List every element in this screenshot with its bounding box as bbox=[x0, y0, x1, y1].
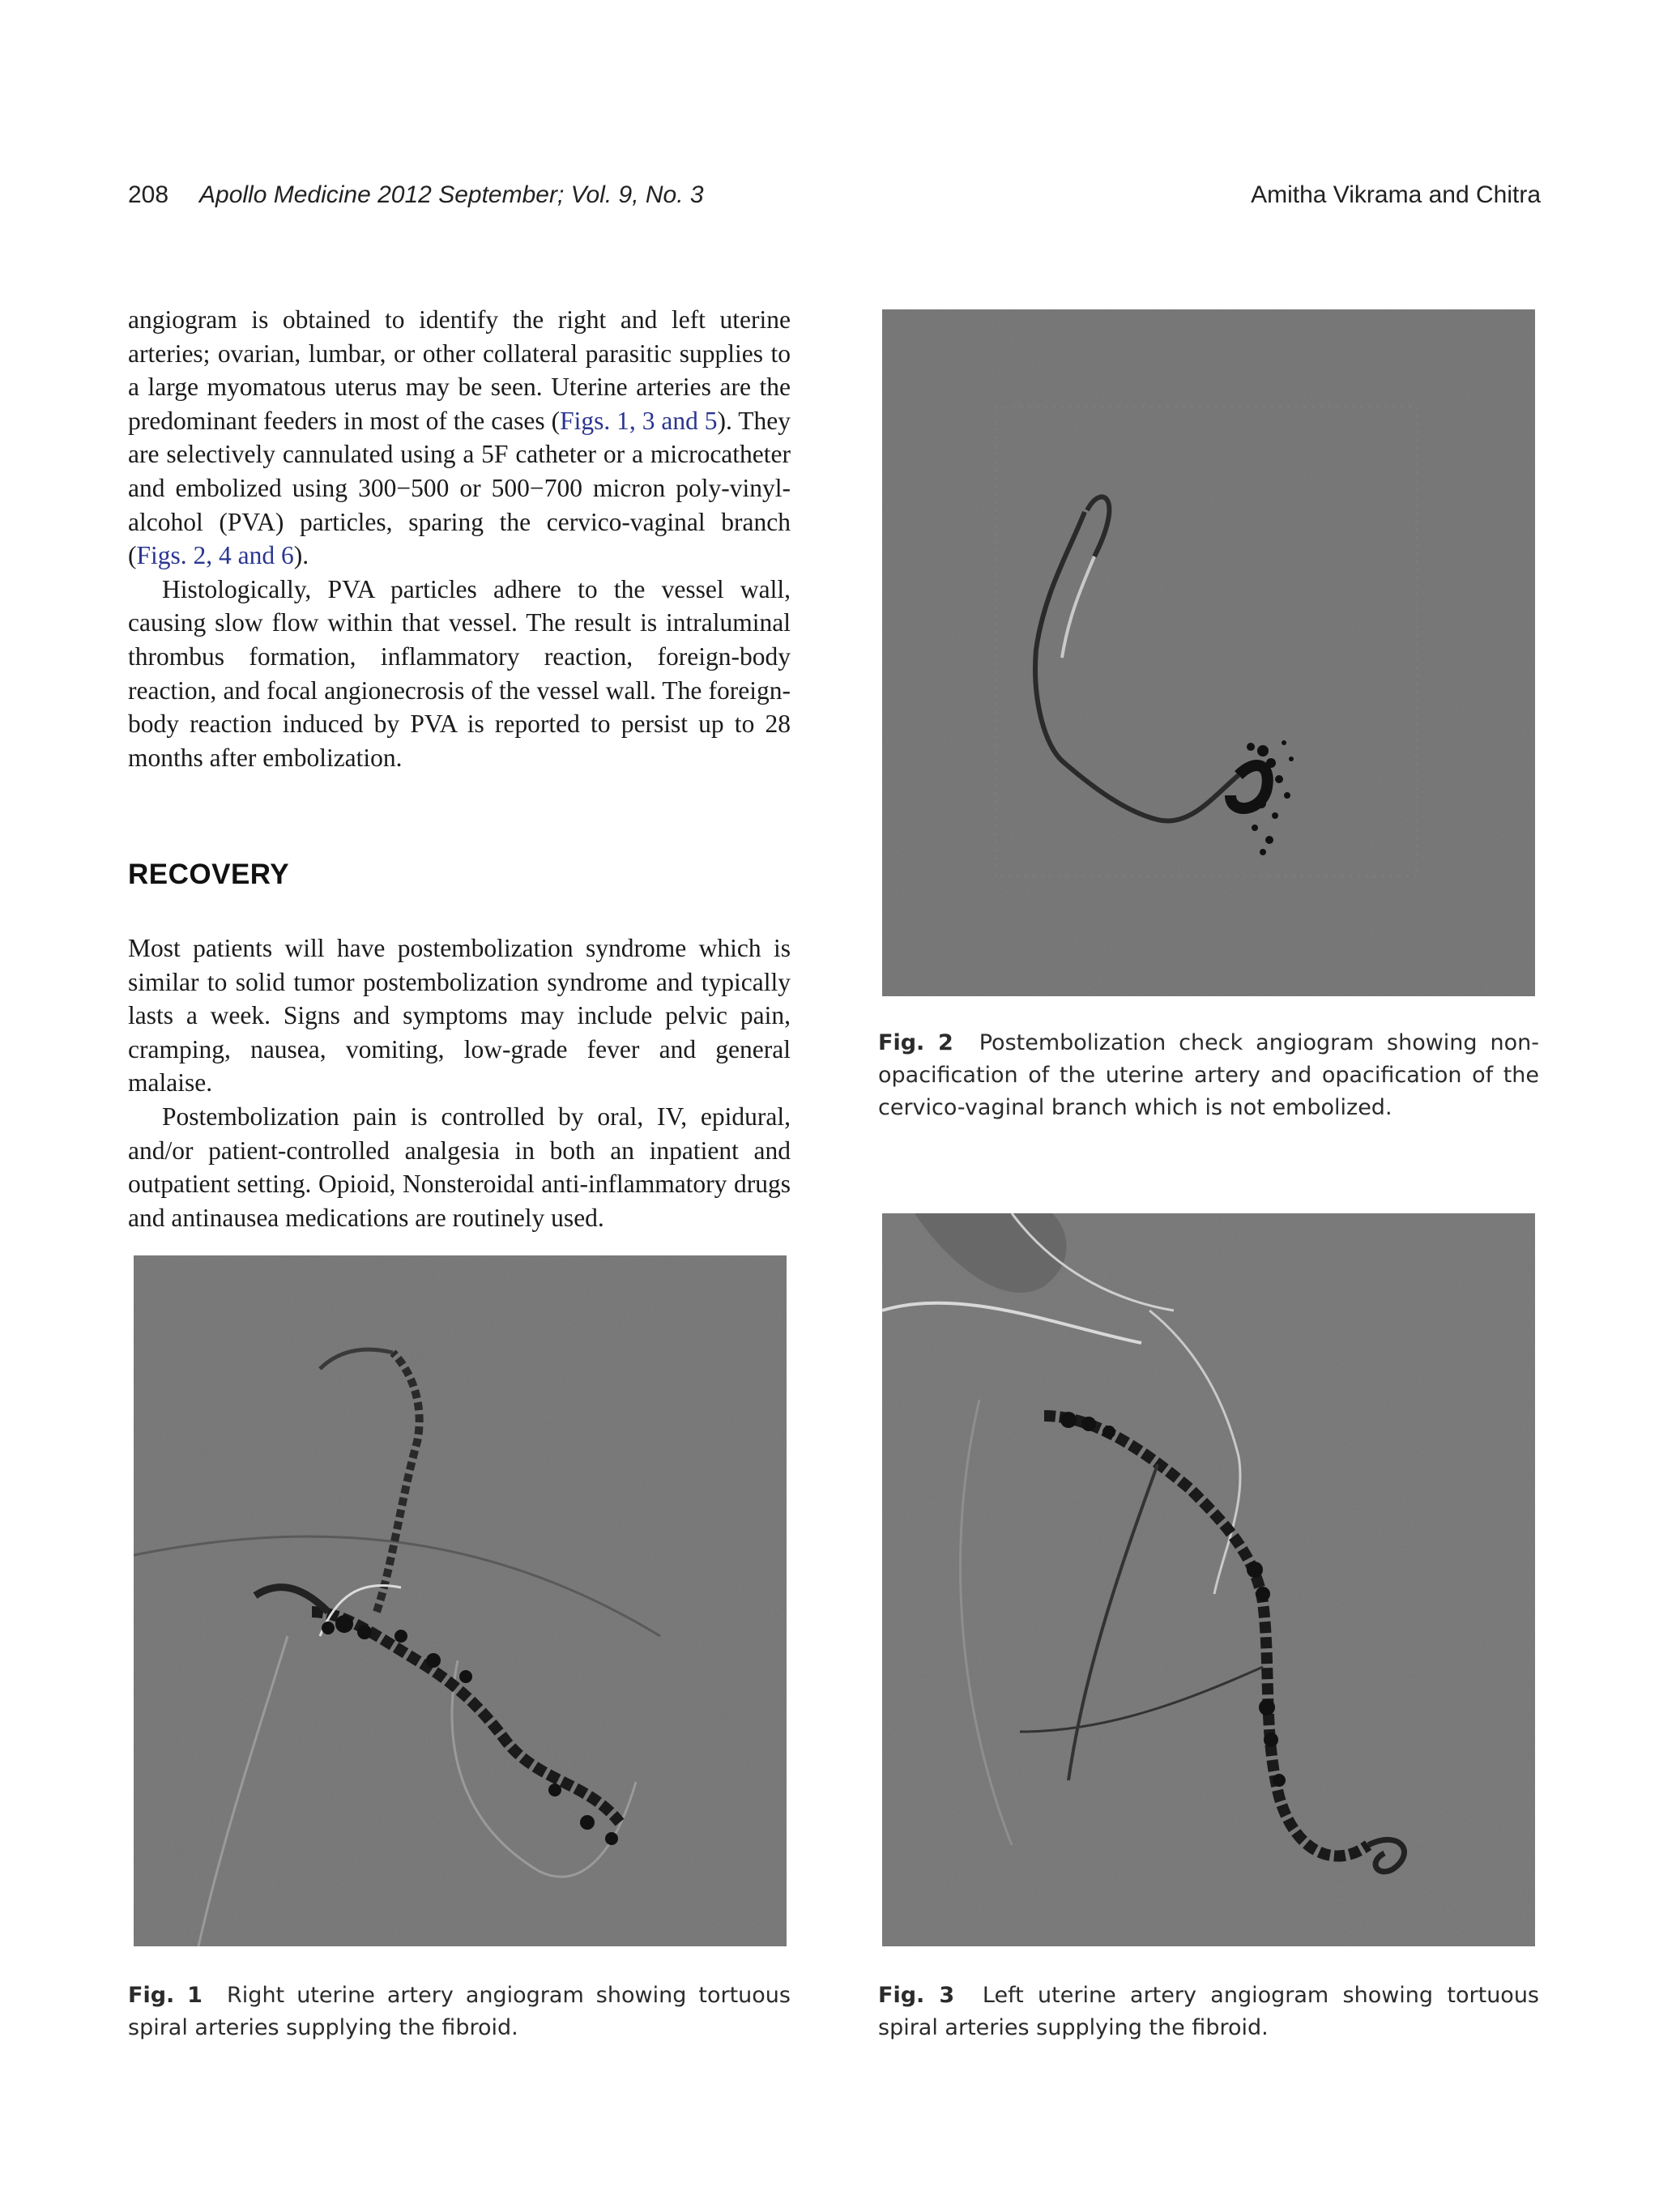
paragraph-text: ). They are selectively cannulated using a 5F catheter or a microcatheter and embolized using 300−500 or 500−700 micron poly-vinyl-alcohol (PVA) particles, sparing the cervico-vaginal branch ( bbox=[128, 406, 791, 570]
figure-1-caption bbox=[128, 1980, 791, 2044]
paragraph-pain-control: Postembolization pain is controlled by oral, IV, epidural, and/or patient-controlled analgesia in both an inpatient and outpatient setting. Opioid, Nonsteroidal anti-inflammatory drugs and antinausea medications are routinely used. bbox=[128, 1102, 791, 1232]
paragraph-postembolization-syndrome: Most patients will have postembolization syndrome which is similar to solid tumor postembolization syndrome and typically lasts a week. Signs and symptoms may include pelvic pain, cramping, nausea, vomiting, low-grade fever and general malaise. bbox=[128, 934, 791, 1097]
figure-2-label: Fig. 2 bbox=[878, 1030, 953, 1055]
figure-3-angiogram bbox=[882, 1213, 1535, 1946]
running-authors: Amitha Vikrama and Chitra bbox=[1251, 181, 1541, 208]
figure-reference-link[interactable]: Figs. 1, 3 and 5 bbox=[560, 406, 718, 435]
figure-1-angiogram bbox=[134, 1255, 787, 1946]
body-text-recovery bbox=[128, 931, 791, 1234]
figure-3-caption bbox=[878, 1980, 1539, 2044]
figure-1-caption-text: Right uterine artery angiogram showing tortuous spiral arteries supplying the fibroid. bbox=[128, 1983, 791, 2040]
journal-citation: Apollo Medicine 2012 September; Vol. 9, No. 3 bbox=[199, 181, 704, 208]
body-text-top bbox=[128, 303, 791, 774]
figure-2-caption-text: Postembolization check angiogram showing non-opacification of the uterine artery and opacification of the cervico-vaginal branch which is not embolized. bbox=[878, 1030, 1539, 1120]
running-header bbox=[128, 181, 1541, 217]
figure-2-caption bbox=[878, 1027, 1539, 1124]
paragraph-text: ). bbox=[293, 541, 309, 570]
figure-reference-link[interactable]: Figs. 2, 4 and 6 bbox=[136, 541, 294, 570]
figure-3-label: Fig. 3 bbox=[878, 1983, 955, 2008]
paragraph-angiogram bbox=[128, 303, 791, 573]
section-heading-recovery: RECOVERY bbox=[128, 859, 290, 890]
page-number: 208 bbox=[128, 181, 169, 208]
figure-2-angiogram bbox=[882, 309, 1535, 996]
figure-1-label: Fig. 1 bbox=[128, 1983, 203, 2008]
paragraph-histology: Histologically, PVA particles adhere to the vessel wall, causing slow flow within that vessel. The result is intraluminal thrombus formation, inflammatory reaction, foreign-body reaction, and focal angionecrosis of the vessel wall. The foreign-body reaction induced by PVA is reported to persist up to 28 months after embolization. bbox=[128, 574, 791, 772]
paragraph-text: angiogram is obtained to identify the right and left uterine arteries; ovarian, lumbar, or other collateral parasitic supplies to a large myomatous uterus may be seen. Uterine arteries are the predominant feeders in most of the cases ( bbox=[128, 305, 791, 435]
figure-3-caption-text: Left uterine artery angiogram showing tortuous spiral arteries supplying the fibroid. bbox=[878, 1983, 1539, 2040]
